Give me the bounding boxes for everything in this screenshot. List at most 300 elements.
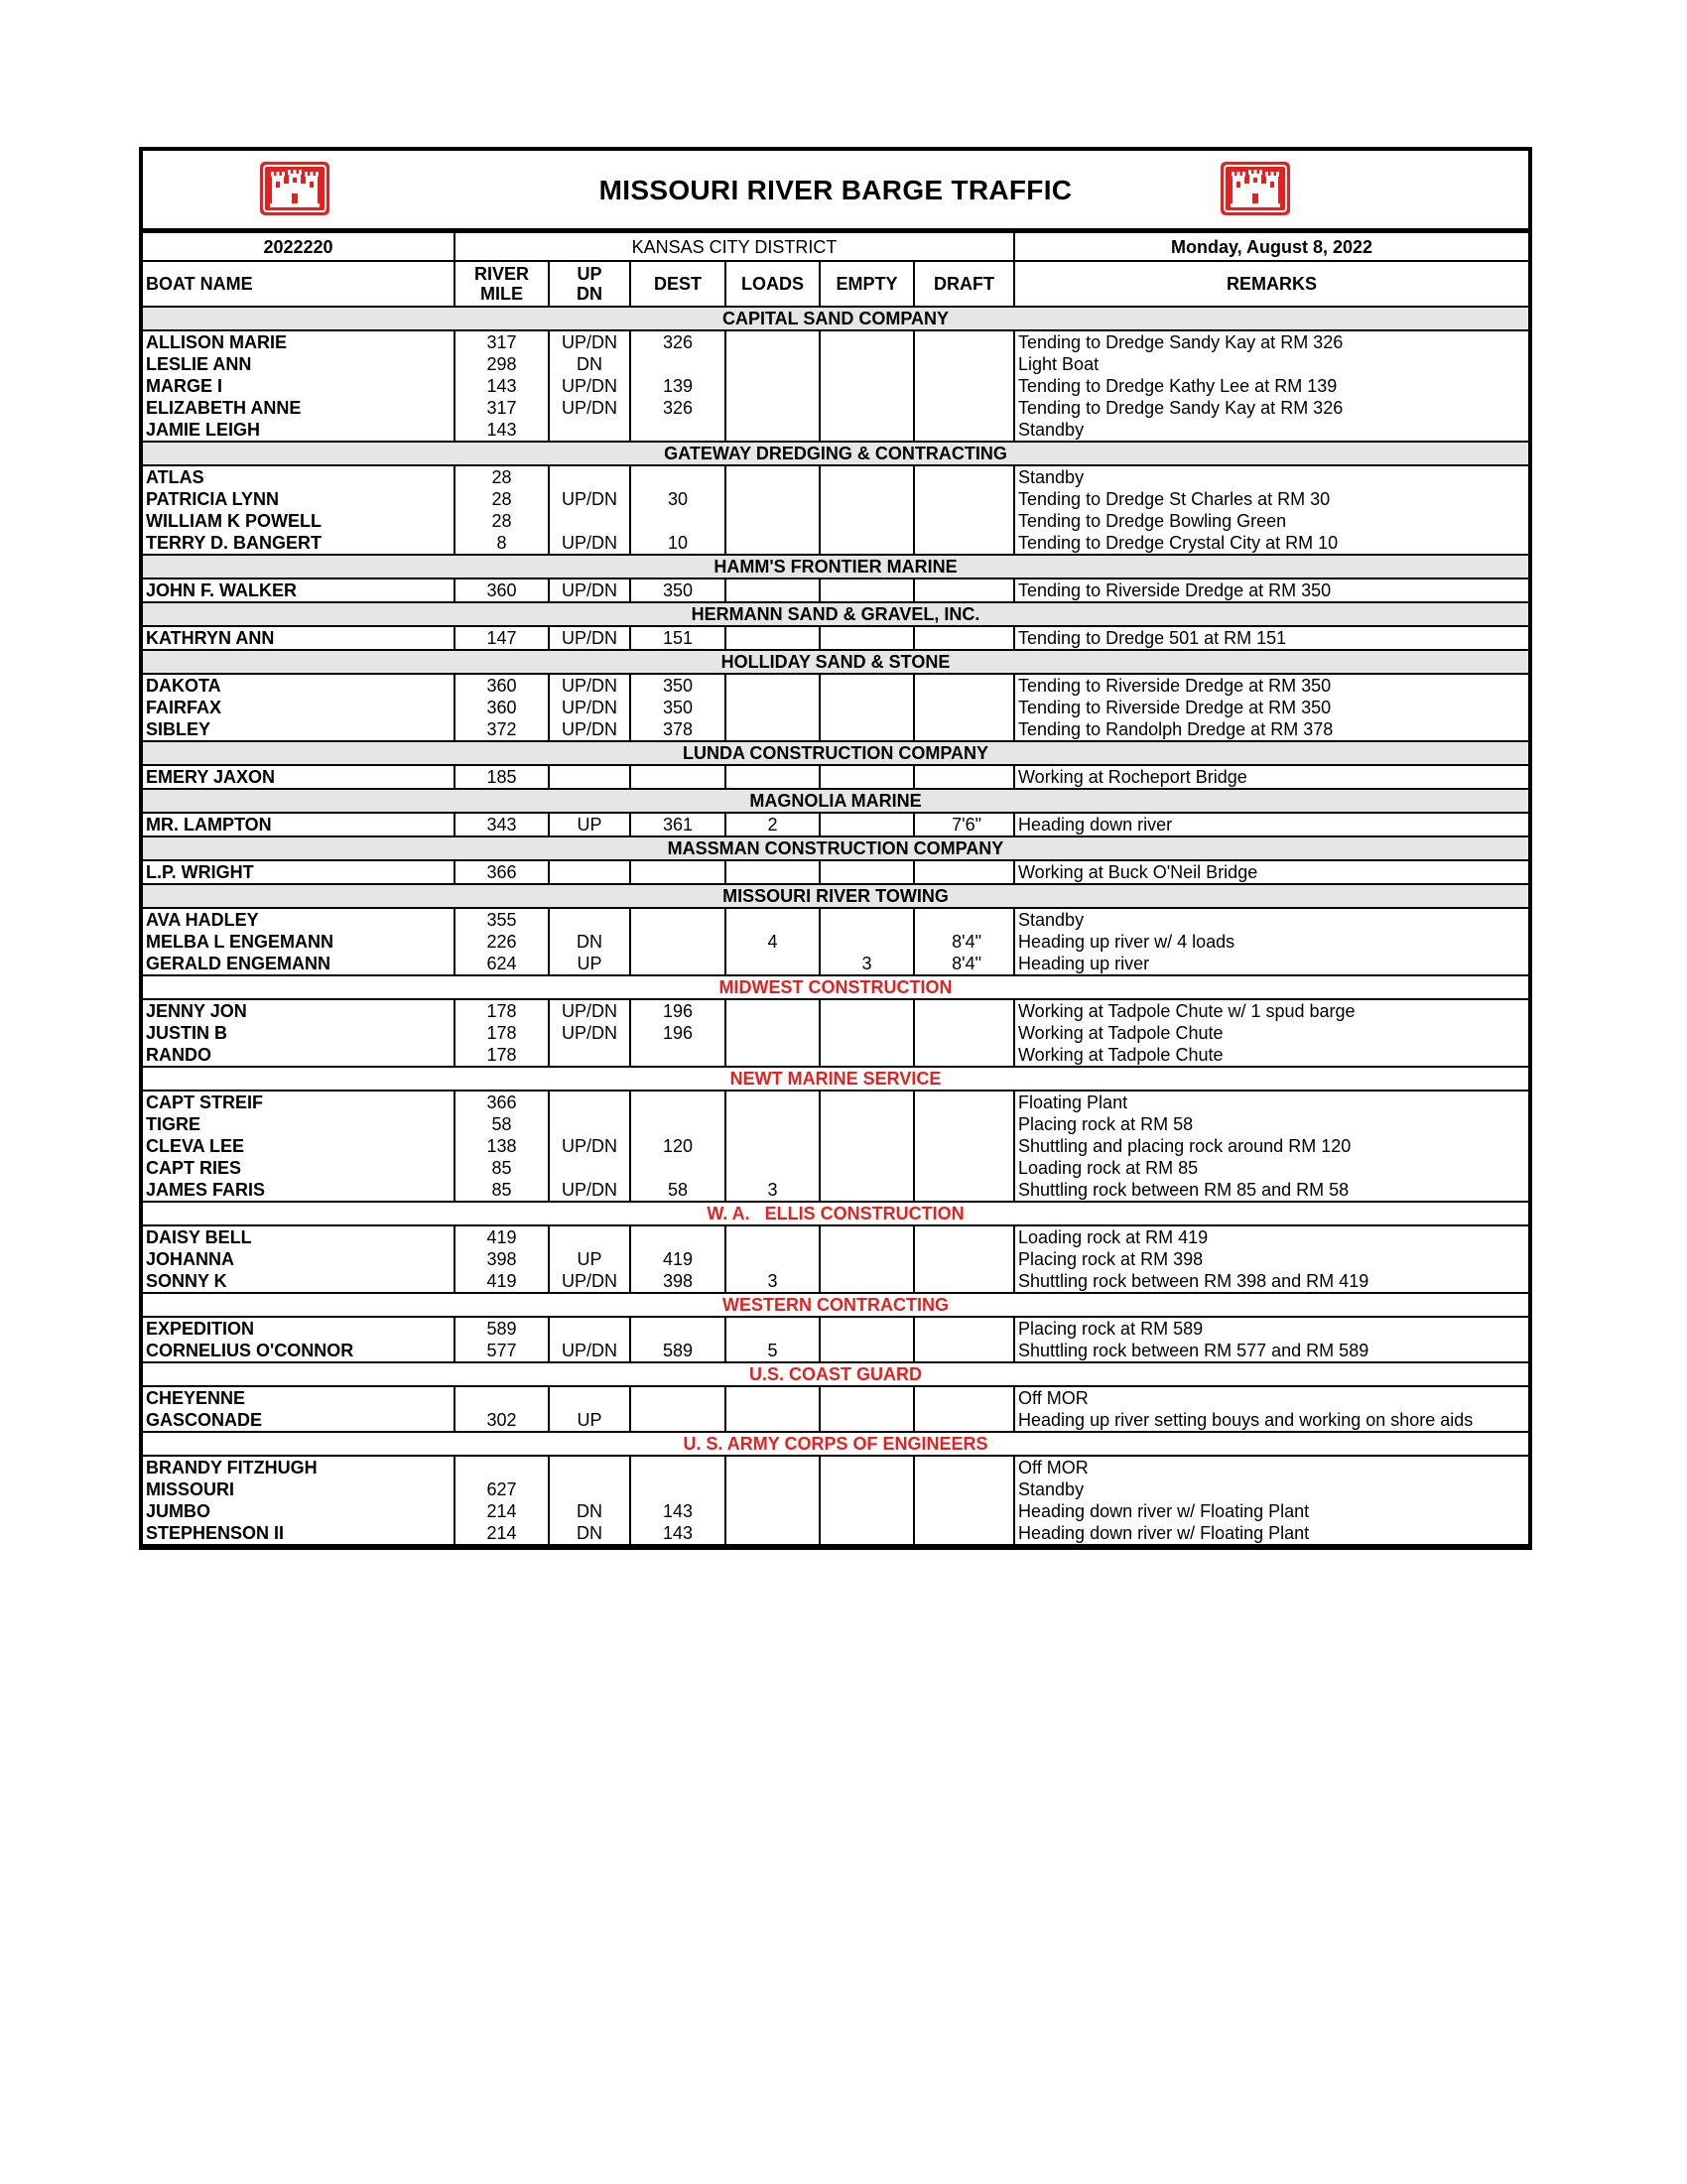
draft	[914, 1157, 1014, 1179]
up-dn: UP/DN	[549, 697, 630, 718]
boat-name: DAKOTA	[143, 674, 454, 697]
boat-name: L.P. WRIGHT	[143, 860, 454, 884]
company-header-row	[143, 650, 1528, 674]
loads	[725, 1500, 820, 1522]
loads	[725, 718, 820, 741]
draft	[914, 1386, 1014, 1409]
boat-name: CAPT RIES	[143, 1157, 454, 1179]
destination: 139	[630, 375, 725, 397]
boat-name: GASCONADE	[143, 1409, 454, 1432]
loads	[725, 1317, 820, 1340]
boat-name: JAMIE LEIGH	[143, 419, 454, 442]
table-row	[143, 626, 1528, 650]
company-name: U.S. COAST GUARD	[143, 1362, 1528, 1386]
col-up-dn-line2: DN	[577, 284, 602, 304]
remarks: Heading down river	[1014, 813, 1528, 836]
river-mile: 419	[454, 1225, 549, 1248]
loads	[725, 765, 820, 789]
table-row	[143, 353, 1528, 375]
boat-name: EXPEDITION	[143, 1317, 454, 1340]
destination: 58	[630, 1179, 725, 1202]
draft	[914, 375, 1014, 397]
destination: 196	[630, 1022, 725, 1044]
up-dn: UP/DN	[549, 718, 630, 741]
loads	[725, 375, 820, 397]
up-dn	[549, 1225, 630, 1248]
up-dn	[549, 419, 630, 442]
loads	[725, 578, 820, 602]
draft	[914, 999, 1014, 1022]
boat-name: JAMES FARIS	[143, 1179, 454, 1202]
empty	[820, 510, 914, 532]
empty	[820, 626, 914, 650]
boat-name: CLEVA LEE	[143, 1135, 454, 1157]
destination	[630, 1317, 725, 1340]
remarks: Working at Tadpole Chute	[1014, 1022, 1528, 1044]
table-row	[143, 1022, 1528, 1044]
boat-name: JOHN F. WALKER	[143, 578, 454, 602]
up-dn	[549, 908, 630, 931]
draft	[914, 1409, 1014, 1432]
destination	[630, 765, 725, 789]
table-row	[143, 1456, 1528, 1478]
draft	[914, 1340, 1014, 1362]
draft: 7'6"	[914, 813, 1014, 836]
boat-name: SIBLEY	[143, 718, 454, 741]
loads	[725, 1157, 820, 1179]
draft	[914, 1044, 1014, 1067]
table-row	[143, 510, 1528, 532]
draft	[914, 532, 1014, 555]
table-row	[143, 860, 1528, 884]
col-river-mile	[454, 261, 549, 307]
boat-name: ALLISON MARIE	[143, 330, 454, 353]
boat-name: BRANDY FITZHUGH	[143, 1456, 454, 1478]
loads	[725, 532, 820, 555]
table-row	[143, 953, 1528, 975]
table-row	[143, 1044, 1528, 1067]
remarks: Heading up river setting bouys and working on shore aids	[1014, 1409, 1528, 1432]
river-mile: 214	[454, 1500, 549, 1522]
table-row	[143, 931, 1528, 953]
loads	[725, 1456, 820, 1478]
draft	[914, 860, 1014, 884]
loads	[725, 1478, 820, 1500]
destination	[630, 1225, 725, 1248]
boat-name: JENNY JON	[143, 999, 454, 1022]
draft	[914, 765, 1014, 789]
table-row	[143, 718, 1528, 741]
empty	[820, 1456, 914, 1478]
loads: 3	[725, 1270, 820, 1293]
remarks: Heading up river	[1014, 953, 1528, 975]
barge-traffic-report	[139, 147, 1532, 1550]
table-row	[143, 765, 1528, 789]
loads	[725, 353, 820, 375]
river-mile: 226	[454, 931, 549, 953]
table-row	[143, 1270, 1528, 1293]
destination	[630, 860, 725, 884]
loads	[725, 1386, 820, 1409]
company-name: LUNDA CONSTRUCTION COMPANY	[143, 741, 1528, 765]
remarks: Standby	[1014, 419, 1528, 442]
remarks: Working at Tadpole Chute w/ 1 spud barge	[1014, 999, 1528, 1022]
up-dn	[549, 1091, 630, 1113]
table-row	[143, 1135, 1528, 1157]
table-row	[143, 1386, 1528, 1409]
river-mile: 366	[454, 1091, 549, 1113]
draft	[914, 908, 1014, 931]
remarks: Standby	[1014, 465, 1528, 488]
boat-name: MR. LAMPTON	[143, 813, 454, 836]
empty	[820, 1091, 914, 1113]
remarks: Loading rock at RM 419	[1014, 1225, 1528, 1248]
empty	[820, 697, 914, 718]
draft	[914, 674, 1014, 697]
destination: 350	[630, 578, 725, 602]
up-dn: DN	[549, 353, 630, 375]
loads	[725, 510, 820, 532]
river-mile: 589	[454, 1317, 549, 1340]
company-header-row	[143, 1293, 1528, 1317]
up-dn: UP	[549, 1409, 630, 1432]
river-mile: 317	[454, 397, 549, 419]
draft	[914, 1270, 1014, 1293]
empty	[820, 813, 914, 836]
boat-name: CAPT STREIF	[143, 1091, 454, 1113]
destination: 120	[630, 1135, 725, 1157]
company-name: MIDWEST CONSTRUCTION	[143, 975, 1528, 999]
title-bar	[143, 151, 1528, 231]
loads	[725, 860, 820, 884]
draft	[914, 718, 1014, 741]
river-mile: 8	[454, 532, 549, 555]
draft	[914, 1456, 1014, 1478]
report-date: Monday, August 8, 2022	[1014, 232, 1528, 261]
up-dn: UP/DN	[549, 626, 630, 650]
loads	[725, 674, 820, 697]
loads: 5	[725, 1340, 820, 1362]
remarks: Tending to Dredge St Charles at RM 30	[1014, 488, 1528, 510]
draft	[914, 697, 1014, 718]
info-row	[143, 232, 1528, 261]
destination	[630, 1478, 725, 1500]
river-mile: 147	[454, 626, 549, 650]
destination: 326	[630, 330, 725, 353]
remarks: Tending to Dredge Sandy Kay at RM 326	[1014, 330, 1528, 353]
empty	[820, 375, 914, 397]
up-dn	[549, 1386, 630, 1409]
col-remarks: REMARKS	[1014, 261, 1528, 307]
up-dn	[549, 1478, 630, 1500]
table-row	[143, 674, 1528, 697]
column-header-row	[143, 261, 1528, 307]
remarks: Tending to Dredge Crystal City at RM 10	[1014, 532, 1528, 555]
loads	[725, 999, 820, 1022]
empty	[820, 1386, 914, 1409]
boat-name: WILLIAM K POWELL	[143, 510, 454, 532]
up-dn	[549, 1317, 630, 1340]
table-row	[143, 908, 1528, 931]
river-mile: 178	[454, 1044, 549, 1067]
up-dn: UP/DN	[549, 674, 630, 697]
draft: 8'4"	[914, 931, 1014, 953]
table-row	[143, 1248, 1528, 1270]
empty	[820, 1340, 914, 1362]
draft	[914, 1478, 1014, 1500]
river-mile: 28	[454, 488, 549, 510]
remarks: Floating Plant	[1014, 1091, 1528, 1113]
company-name: W. A. ELLIS CONSTRUCTION	[143, 1202, 1528, 1225]
river-mile: 143	[454, 375, 549, 397]
empty	[820, 532, 914, 555]
destination	[630, 1044, 725, 1067]
loads	[725, 953, 820, 975]
river-mile: 627	[454, 1478, 549, 1500]
company-name: GATEWAY DREDGING & CONTRACTING	[143, 442, 1528, 465]
loads	[725, 1135, 820, 1157]
boat-name: LESLIE ANN	[143, 353, 454, 375]
river-mile: 372	[454, 718, 549, 741]
up-dn: DN	[549, 1500, 630, 1522]
draft	[914, 578, 1014, 602]
river-mile: 28	[454, 465, 549, 488]
empty	[820, 1157, 914, 1179]
company-name: NEWT MARINE SERVICE	[143, 1067, 1528, 1091]
loads	[725, 1522, 820, 1545]
loads	[725, 1248, 820, 1270]
table-row	[143, 488, 1528, 510]
remarks: Off MOR	[1014, 1456, 1528, 1478]
company-header-row	[143, 1432, 1528, 1456]
table-row	[143, 813, 1528, 836]
loads	[725, 1022, 820, 1044]
destination	[630, 953, 725, 975]
loads	[725, 697, 820, 718]
remarks: Standby	[1014, 1478, 1528, 1500]
remarks: Working at Rocheport Bridge	[1014, 765, 1528, 789]
destination	[630, 1091, 725, 1113]
boat-name: MARGE I	[143, 375, 454, 397]
remarks: Working at Tadpole Chute	[1014, 1044, 1528, 1067]
river-mile: 366	[454, 860, 549, 884]
boat-name: EMERY JAXON	[143, 765, 454, 789]
remarks: Shuttling rock between RM 577 and RM 589	[1014, 1340, 1528, 1362]
col-boat-name: BOAT NAME	[143, 261, 454, 307]
table-row	[143, 1522, 1528, 1545]
empty	[820, 1022, 914, 1044]
loads	[725, 1091, 820, 1113]
company-header-row	[143, 555, 1528, 578]
up-dn: UP/DN	[549, 578, 630, 602]
table-row	[143, 1225, 1528, 1248]
empty	[820, 1135, 914, 1157]
col-dest: DEST	[630, 261, 725, 307]
remarks: Placing rock at RM 398	[1014, 1248, 1528, 1270]
empty: 3	[820, 953, 914, 975]
company-header-row	[143, 1362, 1528, 1386]
remarks: Shuttling rock between RM 398 and RM 419	[1014, 1270, 1528, 1293]
river-mile: 355	[454, 908, 549, 931]
boat-name: TIGRE	[143, 1113, 454, 1135]
loads	[725, 908, 820, 931]
river-mile: 214	[454, 1522, 549, 1545]
river-mile: 398	[454, 1248, 549, 1270]
company-name: HAMM'S FRONTIER MARINE	[143, 555, 1528, 578]
company-name: MASSMAN CONSTRUCTION COMPANY	[143, 836, 1528, 860]
river-mile: 58	[454, 1113, 549, 1135]
table-row	[143, 1478, 1528, 1500]
empty	[820, 1317, 914, 1340]
table-row	[143, 1340, 1528, 1362]
empty	[820, 1225, 914, 1248]
draft	[914, 419, 1014, 442]
remarks: Tending to Riverside Dredge at RM 350	[1014, 674, 1528, 697]
up-dn	[549, 465, 630, 488]
draft	[914, 1113, 1014, 1135]
company-header-row	[143, 741, 1528, 765]
up-dn: UP/DN	[549, 1135, 630, 1157]
table-row	[143, 1179, 1528, 1202]
boat-name: ATLAS	[143, 465, 454, 488]
empty	[820, 353, 914, 375]
remarks: Heading up river w/ 4 loads	[1014, 931, 1528, 953]
remarks: Light Boat	[1014, 353, 1528, 375]
destination: 326	[630, 397, 725, 419]
empty	[820, 1478, 914, 1500]
empty	[820, 1113, 914, 1135]
up-dn	[549, 510, 630, 532]
river-mile: 85	[454, 1179, 549, 1202]
remarks: Working at Buck O'Neil Bridge	[1014, 860, 1528, 884]
remarks: Tending to Randolph Dredge at RM 378	[1014, 718, 1528, 741]
draft: 8'4"	[914, 953, 1014, 975]
remarks: Loading rock at RM 85	[1014, 1157, 1528, 1179]
destination: 30	[630, 488, 725, 510]
remarks: Tending to Dredge 501 at RM 151	[1014, 626, 1528, 650]
destination: 10	[630, 532, 725, 555]
loads	[725, 1225, 820, 1248]
company-name: MISSOURI RIVER TOWING	[143, 884, 1528, 908]
up-dn	[549, 1113, 630, 1135]
company-header-row	[143, 1067, 1528, 1091]
table-row	[143, 419, 1528, 442]
draft	[914, 626, 1014, 650]
empty	[820, 1044, 914, 1067]
company-name: U. S. ARMY CORPS OF ENGINEERS	[143, 1432, 1528, 1456]
boat-name: JUMBO	[143, 1500, 454, 1522]
empty	[820, 931, 914, 953]
table-row	[143, 1409, 1528, 1432]
destination	[630, 1456, 725, 1478]
draft	[914, 1179, 1014, 1202]
up-dn: UP/DN	[549, 488, 630, 510]
remarks: Tending to Dredge Sandy Kay at RM 326	[1014, 397, 1528, 419]
draft	[914, 488, 1014, 510]
loads	[725, 330, 820, 353]
remarks: Tending to Dredge Kathy Lee at RM 139	[1014, 375, 1528, 397]
up-dn	[549, 765, 630, 789]
table-row	[143, 1113, 1528, 1135]
destination	[630, 1386, 725, 1409]
loads	[725, 465, 820, 488]
company-header-row	[143, 789, 1528, 813]
company-header-row	[143, 836, 1528, 860]
boat-name: PATRICIA LYNN	[143, 488, 454, 510]
table-row	[143, 1091, 1528, 1113]
destination: 378	[630, 718, 725, 741]
draft	[914, 465, 1014, 488]
empty	[820, 765, 914, 789]
river-mile	[454, 1386, 549, 1409]
company-header-row	[143, 884, 1528, 908]
destination	[630, 1113, 725, 1135]
castle-icon	[1221, 162, 1290, 215]
col-river-mile-line1: RIVER	[473, 264, 529, 284]
destination: 361	[630, 813, 725, 836]
company-name: HERMANN SAND & GRAVEL, INC.	[143, 602, 1528, 626]
empty	[820, 578, 914, 602]
destination	[630, 1157, 725, 1179]
destination: 143	[630, 1500, 725, 1522]
river-mile: 28	[454, 510, 549, 532]
empty	[820, 465, 914, 488]
empty	[820, 999, 914, 1022]
river-mile: 302	[454, 1409, 549, 1432]
table-row	[143, 397, 1528, 419]
loads: 4	[725, 931, 820, 953]
boat-name: FAIRFAX	[143, 697, 454, 718]
boat-name: ELIZABETH ANNE	[143, 397, 454, 419]
remarks: Heading down river w/ Floating Plant	[1014, 1522, 1528, 1545]
river-mile: 360	[454, 578, 549, 602]
remarks: Off MOR	[1014, 1386, 1528, 1409]
river-mile: 185	[454, 765, 549, 789]
empty	[820, 488, 914, 510]
up-dn: UP/DN	[549, 1022, 630, 1044]
company-name: WESTERN CONTRACTING	[143, 1293, 1528, 1317]
up-dn: DN	[549, 1522, 630, 1545]
col-loads: LOADS	[725, 261, 820, 307]
river-mile: 577	[454, 1340, 549, 1362]
company-header-row	[143, 975, 1528, 999]
company-name: HOLLIDAY SAND & STONE	[143, 650, 1528, 674]
table-row	[143, 330, 1528, 353]
draft	[914, 1091, 1014, 1113]
col-river-mile-line2: MILE	[480, 284, 523, 304]
empty	[820, 860, 914, 884]
boat-name: TERRY D. BANGERT	[143, 532, 454, 555]
river-mile: 360	[454, 674, 549, 697]
up-dn: UP/DN	[549, 999, 630, 1022]
river-mile: 298	[454, 353, 549, 375]
empty	[820, 1270, 914, 1293]
boat-name: JUSTIN B	[143, 1022, 454, 1044]
river-mile: 419	[454, 1270, 549, 1293]
table-row	[143, 465, 1528, 488]
draft	[914, 1522, 1014, 1545]
boat-name: CORNELIUS O'CONNOR	[143, 1340, 454, 1362]
empty	[820, 1500, 914, 1522]
col-empty: EMPTY	[820, 261, 914, 307]
empty	[820, 1248, 914, 1270]
table-row	[143, 1157, 1528, 1179]
up-dn: UP	[549, 813, 630, 836]
draft	[914, 353, 1014, 375]
table-row	[143, 697, 1528, 718]
table-row	[143, 578, 1528, 602]
remarks: Standby	[1014, 908, 1528, 931]
